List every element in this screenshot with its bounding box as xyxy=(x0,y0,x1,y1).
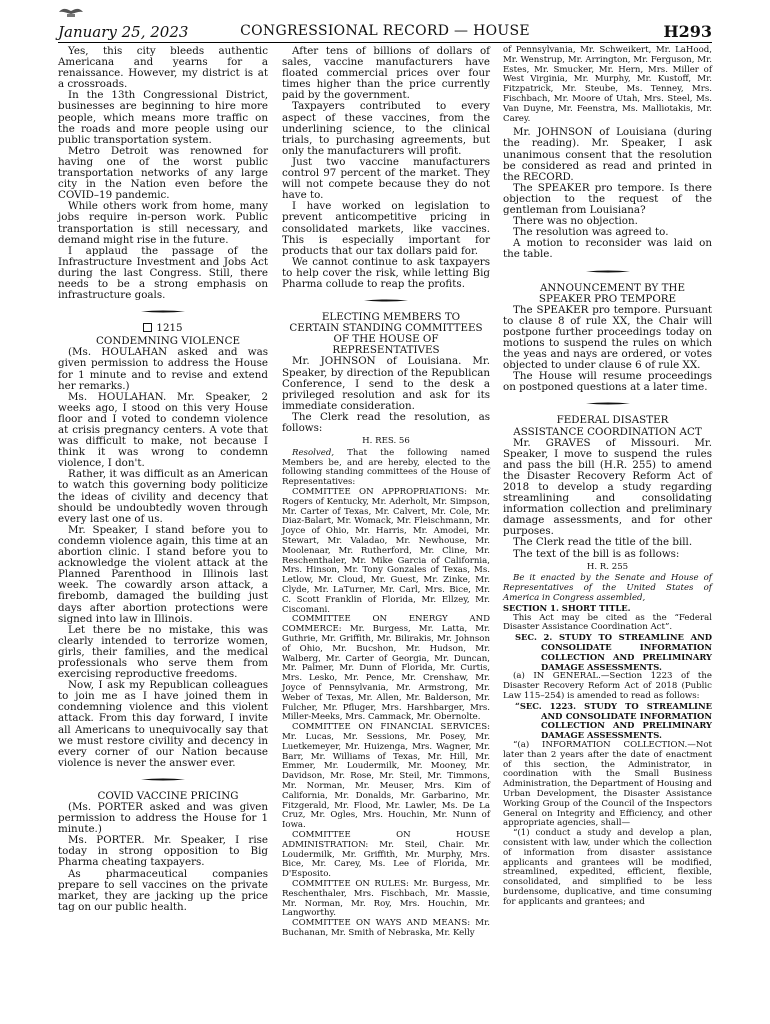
section-1223-a-text: “(a) INFORMATION COLLECTION.—Not later than 2 years after the date of enactment of this section, the Administrator, in coordination with the Small Business Administration, the Department of Housing and Urban Development, the Disaster Assistance Working Group of the Council of the Inspectors General on Integrity and Efficiency, and other appropriate agencies, shall— xyxy=(503,740,712,829)
paragraph: Metro Detroit was renowned for having one of the worst public transportation networks of any large city in the Nation even before the COVID–19 pandemic. xyxy=(58,144,268,202)
paragraph: Mr. Speaker, I stand before you to condemn violence again, this time at an abortion clinic. I stand before you to acknowledge the violent attack at the Planned Parenthood in Illinois last week. The cowardly arson attack, a firebomb, damaged the building just days after abortion protections were signed into law in Illinois. xyxy=(58,523,268,625)
column-1 xyxy=(58,46,268,913)
paragraph: There was no objection. xyxy=(513,215,638,228)
committee-rules: COMMITTEE ON RULES: Mr. Burgess, Mr. Reschenthaler, Mrs. Fischbach, Mr. Massie, Mr. Norman, Mr. Roy, Mrs. Houchin, Mr. Langworthy. xyxy=(282,878,490,919)
bill-text xyxy=(503,563,712,908)
paragraph: The Clerk read the resolution, as follows: xyxy=(282,410,490,434)
page-header xyxy=(58,22,712,43)
time-marker-box-icon xyxy=(143,323,152,332)
section-divider xyxy=(364,299,408,302)
paragraph: Ms. PORTER. Mr. Speaker, I rise today in strong opposition to Big Pharma cheating taxpayers. xyxy=(58,834,268,869)
paragraph: In the 13th Congressional District, businesses are beginning to hire more people, which means more traffic on the roads and more people using our public transportation system. xyxy=(58,89,268,146)
paragraph: Mr. JOHNSON of Louisiana (during the reading). Mr. Speaker, I ask unanimous consent that the resolution be considered as read and printed in the RECORD. xyxy=(503,126,712,183)
committee-financial-services: COMMITTEE ON FINANCIAL SERVICES: Mr. Lucas, Mr. Sessions, Mr. Posey, Mr. Luetkemeyer, Mr. Huizenga, Mrs. Wagner, Mr. Barr, Mr. Williams of Texas, Mr. Hill, Mr. Emmer, Mr. Loudermilk, Mr. Mooney, Mr. Davidson, Mr. Rose, Mr. Steil, Mr. Timmons, Mr. Norman, Mr. Meuser, Mrs. Kim of California, Mr. Donalds, Mr. Garbarino, Mr. Fitzgerald, Mr. Flood, Mr. Lawler, Ms. De La Cruz, Mr. Ogles, Mrs. Houchin, Mr. Nunn of Iowa. xyxy=(282,722,490,831)
section-heading: ANNOUNCEMENT BY THE SPEAKER PRO TEMPORE xyxy=(538,281,685,305)
column-2 xyxy=(282,46,490,939)
section-1223-heading: “SEC. 1223. STUDY TO STREAMLINE AND CONSOLIDATE INFORMATION COLLECTION AND PRELIMINARY DAMAGE ASSESSMENTS. xyxy=(515,700,712,741)
resolution-text xyxy=(282,437,490,939)
paragraph: Taxpayers contributed to every aspect of these vaccines, from the underlining science, to the clinical trials, to purchasing agreements, but only the manufacturers will profit. xyxy=(282,100,490,157)
paragraph: A motion to reconsider was laid on the table. xyxy=(503,237,712,261)
section-divider xyxy=(586,402,630,405)
paragraph: Just two vaccine manufacturers control 97 percent of the market. They will not compete because they do not have to. xyxy=(282,155,490,202)
section-heading: CONDEMNING VIOLENCE xyxy=(96,335,240,348)
paragraph: Mr. GRAVES of Missouri. Mr. Speaker, I move to suspend the rules and pass the bill (H.R. 255) to amend the Disaster Recovery Reform Act of 2018 to develop a study regarding streamlining and consolidating information collection and preliminary damage assessments, and for other purposes. xyxy=(503,436,712,538)
header-date: January 25, 2023 xyxy=(58,23,189,41)
paragraph: (Ms. HOULAHAN asked and was given permission to address the House for 1 minute and to revise and extend her remarks.) xyxy=(58,346,268,392)
section-1-heading: SECTION 1. SHORT TITLE. xyxy=(503,602,631,613)
column-3 xyxy=(503,46,712,908)
paragraph: The Clerk read the title of the bill. xyxy=(513,536,693,549)
header-page-number: H293 xyxy=(663,22,712,41)
section-divider xyxy=(141,778,185,781)
section-2-heading: SEC. 2. STUDY TO STREAMLINE AND CONSOLIDATE INFORMATION COLLECTION AND PRELIMINARY DAMAGE ASSESSMENTS. xyxy=(515,632,712,672)
paragraph: The resolution was agreed to. xyxy=(513,226,669,239)
paragraph: Yes, this city bleeds authentic Americana and yearns for a renaissance. However, my district is at a crossroads. xyxy=(58,45,268,91)
paragraph: Ms. HOULAHAN. Mr. Speaker, 2 weeks ago, I stood on this very House floor and I voted to condemn violence at crisis pregnancy centers. A vote that was difficult to make, not because I think it was wrong to condemn violence, I don't. xyxy=(58,390,268,470)
paragraph: The text of the bill is as follows: xyxy=(513,547,680,560)
section-divider xyxy=(141,310,185,313)
section-heading: ELECTING MEMBERS TO CERTAIN STANDING COMMITTEES OF THE HOUSE OF REPRESENTATIVES xyxy=(289,311,483,357)
committee-appropriations: COMMITTEE ON APPROPRIATIONS: Mr. Rogers of Kentucky, Mr. Aderholt, Mr. Simpson, Mr. Carter of Texas, Mr. Calvert, Mr. Cole, Mr. Diaz-Balart, Mr. Womack, Mr. Fleischmann, Mr. Joyce of Ohio, Mr. Harris, Mr. Amodei, Mr. Stewart, Mr. Valadao, Mr. Newhouse, Mr. Moolenaar, Mr. Rutherford, Mr. Cline, Mr. Reschenthaler, Mr. Mike Garcia of California, Mrs. Hinson, Mr. Tony Gonzales of Texas, Ms. Letlow, Mr. Cloud, Mr. Guest, Mr. Zinke, Mr. Clyde, Mr. LaTurner, Mr. Carl, Mrs. Bice, Mr. C. Scott Franklin of Florida, Mr. Ellzey, Mr. Ciscomani. xyxy=(282,487,490,615)
bill-title: H. R. 255 xyxy=(586,561,629,572)
committee-ways-means: COMMITTEE ON WAYS AND MEANS: Mr. Buchanan, Mr. Smith of Nebraska, Mr. Kelly xyxy=(282,918,490,938)
section-1223-a-1-text: “(1) conduct a study and develop a plan, consistent with law, under which the collection of information from disaster assistance applicants and grantees will be modified, streamlined, expedited, efficient, flexible, consolidated, and simplified to be less burdensome, duplicative, and time consuming for applicants and grantees; and xyxy=(503,828,712,907)
paragraph: (Ms. PORTER asked and was given permission to address the House for 1 minute.) xyxy=(58,801,268,836)
paragraph: As pharmaceutical companies prepare to sell vaccines on the private market, they are jacking up the price tag on our public health. xyxy=(58,867,268,913)
committee-energy-commerce: COMMITTEE ON ENERGY AND COMMERCE: Mr. Burgess, Mr. Latta, Mr. Guthrie, Mr. Griffith, Mr. Bilirakis, Mr. Johnson of Ohio, Mr. Bucshon, Mr. Hudson, Mr. Walberg, Mr. Carter of Georgia, Mr. Duncan, Mr. Palmer, Mr. Dunn of Florida, Mr. Curtis, Mrs. Lesko, Mr. Pence, Mr. Crenshaw, Mr. Joyce of Pennsylvania, Mr. Armstrong, Mr. Weber of Texas, Mr. Allen, Mr. Balderson, Mr. Fulcher, Mr. Pfluger, Mrs. Harshbarger, Mrs. Miller-Meeks, Mrs. Cammack, Mr. Obernolte. xyxy=(282,614,490,723)
paragraph: Let there be no mistake, this was clearly intended to terrorize women, girls, their families, and the medical professionals who serve them from exercising reproductive freedoms. xyxy=(58,623,268,681)
resolution-body: Resolved, That the following named Members be, and are hereby, elected to the following standing committees of the House of Representatives: xyxy=(282,447,490,488)
paragraph: While others work from home, many jobs require in-person work. Public transportation is still necessary, and demand might rise in the future. xyxy=(58,200,268,246)
section-divider xyxy=(586,270,630,273)
paragraph: Now, I ask my Republican colleagues to join me as I have joined them in condemning violence and this violent attack. From this day forward, I invite all Americans to unequivocally say that we must restore civility and decency in every corner of our Nation because violence is never the answer ever. xyxy=(58,679,268,769)
section-heading: FEDERAL DISASTER ASSISTANCE COORDINATION ACT xyxy=(513,414,702,438)
paragraph: We cannot continue to ask taxpayers to help cover the risk, while letting Big Pharma collude to reap the profits. xyxy=(282,255,490,290)
section-1-text: This Act may be cited as the “Federal Disaster Assistance Coordination Act”. xyxy=(503,612,712,633)
time-marker: 1215 xyxy=(58,323,268,334)
section-2-a-text: (a) IN GENERAL.—Section 1223 of the Disaster Recovery Reform Act of 2018 (Public Law 115–254) is amended to read as follows: xyxy=(503,671,712,702)
paragraph: I applaud the passage of the Infrastructure Investment and Jobs Act during the last Congress. Still, there needs to be a strong emphasis on infrastructure goals. xyxy=(58,244,268,302)
paragraph: The House will resume proceedings on postponed questions at a later time. xyxy=(503,370,712,394)
committee-house-administration: COMMITTEE ON HOUSE ADMINISTRATION: Mr. Steil, Chair. Mr. Loudermilk, Mr. Griffith, Mr. Murphy, Mrs. Bice, Mr. Carey, Ms. Lee of Florida, Mr. D'Esposito. xyxy=(282,829,490,880)
resolution-title: H. RES. 56 xyxy=(362,436,410,447)
paragraph: Rather, it was difficult as an American to watch this governing body politicize the ideas of civility and decency that should be undoubtedly woven through every last one of us. xyxy=(58,468,268,525)
paragraph: The SPEAKER pro tempore. Is there objection to the request of the gentleman from Louisiana? xyxy=(503,181,712,217)
section-heading: COVID VACCINE PRICING xyxy=(97,789,239,802)
resolution-continued xyxy=(503,46,712,124)
header-title: CONGRESSIONAL RECORD — HOUSE xyxy=(240,23,530,39)
committee-ways-means-continued: of Pennsylvania, Mr. Schweikert, Mr. LaHood, Mr. Wenstrup, Mr. Arrington, Mr. Ferguson, Mr. Estes, Mr. Smucker, Mr. Hern, Mrs. Miller of West Virginia, Mr. Murphy, Mr. Kustoff, Mr. Fitzpatrick, Mr. Steube, Ms. Tenney, Mrs. Fischbach, Mr. Moore of Utah, Mrs. Steel, Ms. Van Duyne, Mr. Feenstra, Ms. Malliotakis, Mr. Carey. xyxy=(503,45,712,124)
paragraph: I have worked on legislation to prevent anticompetitive pricing in consolidated markets, like vaccines. This is especially important for products that our tax dollars paid for. xyxy=(282,200,490,257)
paragraph: Mr. JOHNSON of Louisiana. Mr. Speaker, by direction of the Republican Conference, I send to the desk a privileged resolution and ask for its immediate consideration. xyxy=(282,355,490,412)
enacting-clause: Be it enacted by the Senate and House of Representatives of the United States of America in Congress assembled, xyxy=(503,573,712,604)
paragraph: The SPEAKER pro tempore. Pursuant to clause 8 of rule XX, the Chair will postpone further proceedings today on motions to suspend the rules on which the yeas and nays are ordered, or votes objected to under clause 6 of rule XX. xyxy=(503,303,712,372)
gpo-eagle-logo-icon xyxy=(58,6,84,18)
paragraph: After tens of billions of dollars of sales, vaccine manufacturers have floated commercial prices over four times higher than the price currently paid by the government. xyxy=(282,45,490,102)
